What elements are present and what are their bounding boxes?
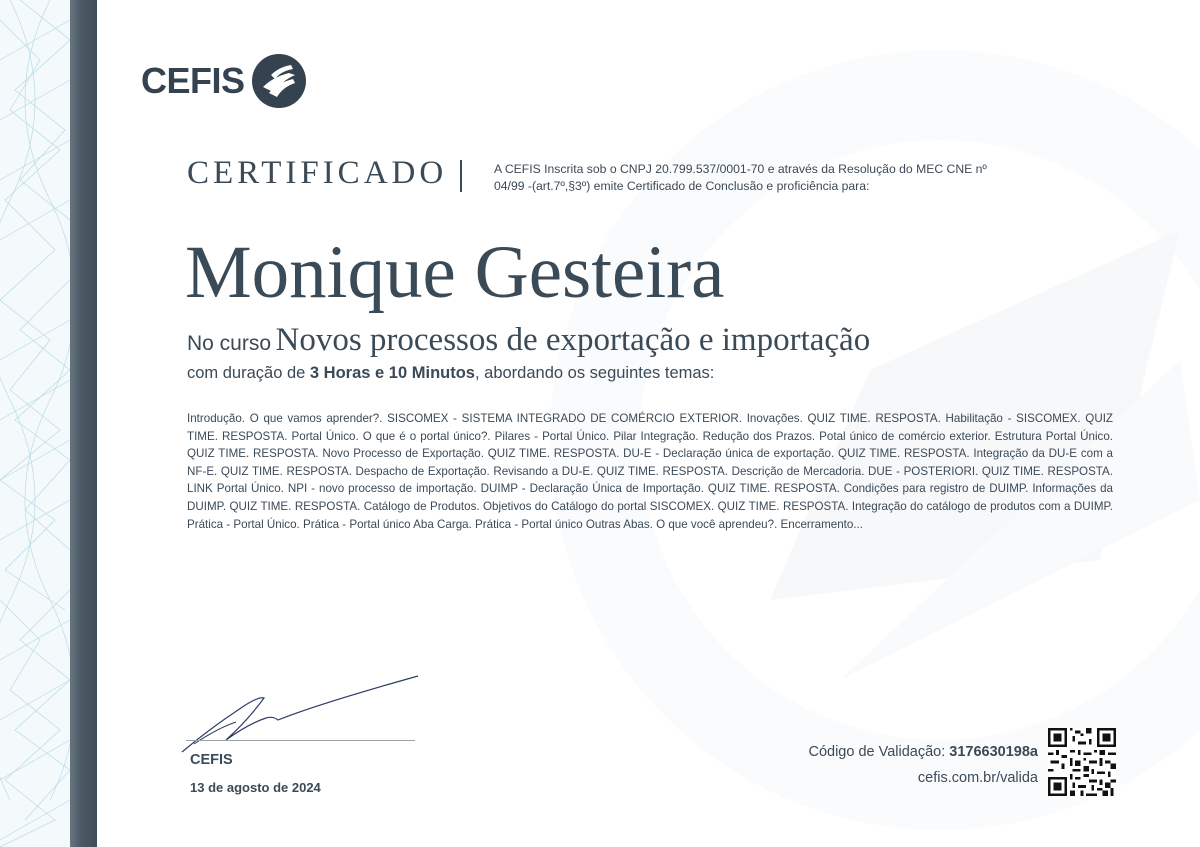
course-topics: Introdução. O que vamos aprender?. SISCOMEX - SISTEMA INTEGRADO DE COMÉRCIO EXTERIOR. Inovações. QUIZ TIME. RESPOSTA. Habilitação - SISCOMEX. QUIZ TIME. RESPOSTA. Portal Único. O que é o portal único?. Pilares - Portal Único. Pilar Integração. Redução dos Prazos. Potal único de comércio exterior. Estrutura Portal Único. QUIZ TIME. RESPOSTA. Novo Processo de Exportação. QUIZ TIME. RESPOSTA. DU-E - Declaração única de exportação. QUIZ TIME. RESPOSTA. Integração da DU-E com a NF-E. QUIZ TIME. RESPOSTA. Despacho de Exportação. Revisando a DU-E. QUIZ TIME. RESPOSTA. Descrição de Mercadoria. DUE - POSTERIORI. QUIZ TIME. RESPOSTA. LINK Portal Único. NPI - novo processo de importação. DUIMP - Declaração Única de Importação. QUIZ TIME. RESPOSTA. Condições para registro de DUIMP. Informações da DUIMP. QUIZ TIME. RESPOSTA. Catálogo de Produtos. Objetivos do Catálogo do portal SISCOMEX. QUIZ TIME. RESPOSTA. Integração do catálogo de produtos com a DUIMP. Prática - Portal Único. Prática - Portal único Aba Carga. Prática - Portal único Outras Abas. O que você aprendeu?. Encerramento... [187, 412, 1113, 531]
course-prefix: No curso [187, 332, 272, 355]
course-name: Novos processos de exportação e importação [275, 322, 871, 358]
duration-line [187, 364, 714, 383]
logo-icon [251, 53, 307, 109]
decorative-pattern [0, 0, 70, 847]
issue-date: 13 de agosto de 2024 [190, 780, 321, 795]
duration-value: 3 Horas e 10 Minutos [309, 364, 475, 382]
certificate-title: CERTIFICADO [187, 155, 448, 191]
duration-prefix: com duração de [187, 364, 306, 382]
cefis-logo [141, 53, 307, 109]
title-divider [460, 160, 462, 192]
validation-url[interactable]: cefis.com.br/valida [917, 770, 1038, 786]
decorative-band [70, 0, 97, 847]
validation-block [808, 739, 1038, 791]
signature-image [178, 670, 428, 760]
student-name: Monique Gesteira [185, 231, 725, 314]
qr-code [1048, 728, 1116, 796]
validation-label: Código de Validação: [808, 744, 946, 760]
duration-suffix: , abordando os seguintes temas: [474, 364, 715, 382]
certificate-intro-text: A CEFIS Inscrita sob o CNPJ 20.799.537/0001-70 e através da Resolução do MEC CNE nº 04/99 -(art.7º,§3º) emite Certificado de Conclusão e proficiência para: [494, 162, 987, 193]
issuer-name: CEFIS [190, 752, 233, 768]
logo-text: CEFIS [141, 60, 245, 101]
validation-code: 3176630198a [949, 744, 1038, 760]
signature-line [186, 740, 415, 741]
course-line [187, 322, 870, 359]
